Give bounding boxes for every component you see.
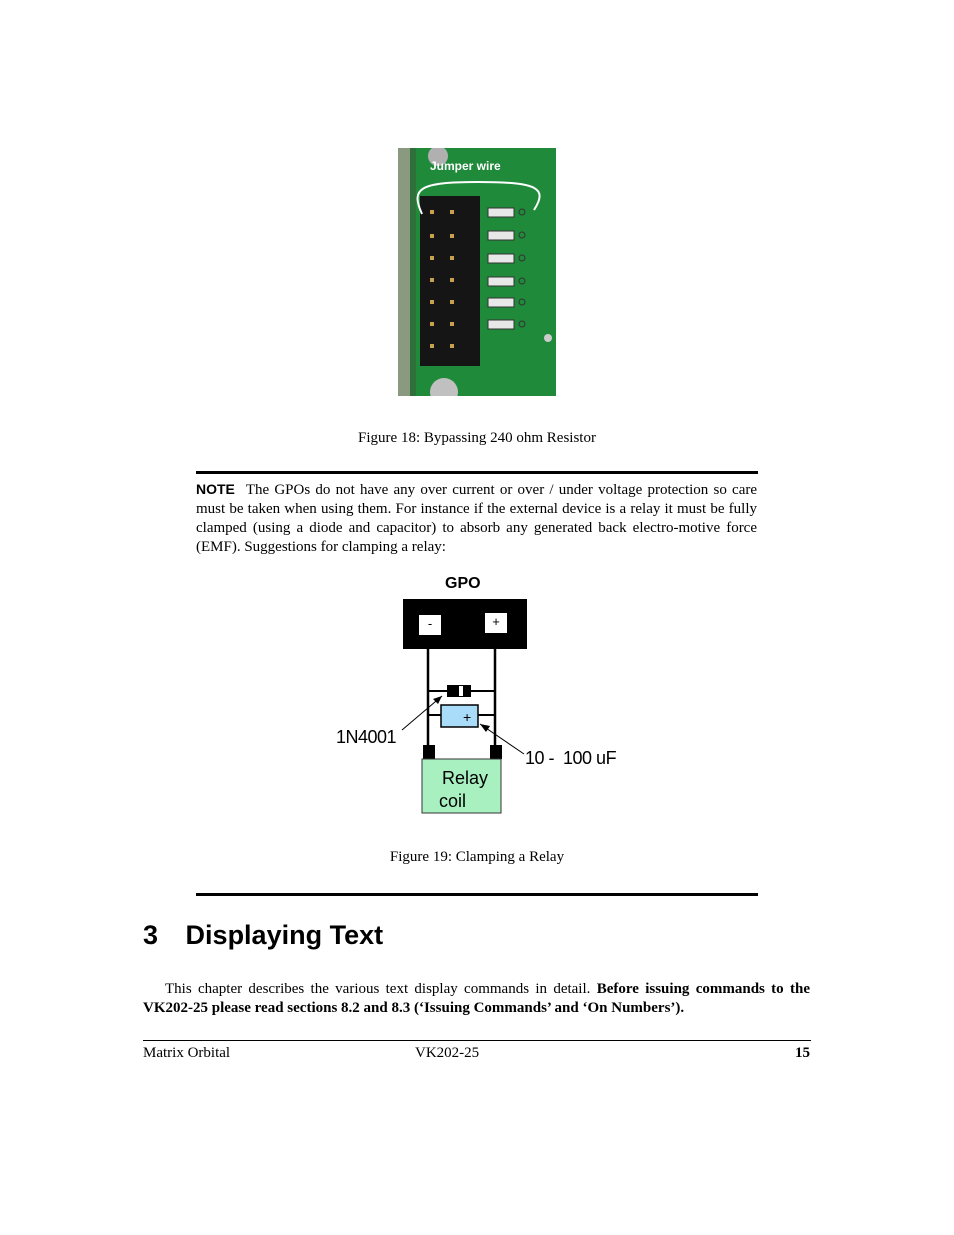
footer-page-number: 15 — [795, 1045, 810, 1061]
footer-rule — [143, 1040, 811, 1041]
gpo-plus-terminal: + — [492, 614, 500, 629]
section-intro-paragraph — [143, 980, 810, 1018]
jumper-wire-label: Jumper wire — [430, 159, 501, 173]
note-bottom-rule — [196, 893, 758, 896]
gpo-minus-terminal: - — [427, 616, 433, 631]
note-block — [196, 480, 757, 557]
capacitor-label: 10 - 100 uF — [525, 748, 617, 768]
capacitor-plus-mark: + — [463, 709, 472, 725]
footer-left: Matrix Orbital — [143, 1045, 231, 1061]
diode-label: 1N4001 — [336, 727, 397, 747]
figure-19-diagram — [330, 572, 630, 822]
relay-coil-label-line2: coil — [439, 791, 467, 811]
section-title: Displaying Text — [185, 920, 384, 950]
gpo-label: GPO — [445, 575, 481, 592]
figure-18-photo — [398, 148, 556, 396]
pcb-photo-image — [398, 148, 556, 396]
note-label: NOTE — [196, 481, 235, 497]
section-number: 3 — [143, 920, 159, 950]
note-text: The GPOs do not have any over current or over / under voltage protection so care must be taken when using them. For instance if the external device is a relay it must be fully clamped (using a diode and capacitor) to absorb any generated back electro-motive force (EMF). Suggestions for clamping a relay: — [196, 482, 757, 555]
figure-19-caption: Figure 19: Clamping a Relay — [389, 849, 565, 865]
figure-18-caption: Figure 18: Bypassing 240 ohm Resistor — [358, 430, 596, 446]
intro-plain-text: This chapter describes the various text display commands in detail. — [165, 981, 597, 997]
section-heading — [143, 920, 383, 951]
footer-center: VK202-25 — [415, 1045, 480, 1061]
relay-coil-label-line1: Relay — [442, 768, 489, 788]
note-top-rule — [196, 471, 758, 474]
intro-bold-text: Before issuing commands to the VK202-25 please read sections 8.2 and 8.3 (‘Issuing Commands’ and ‘On Numbers’). — [143, 981, 810, 1016]
